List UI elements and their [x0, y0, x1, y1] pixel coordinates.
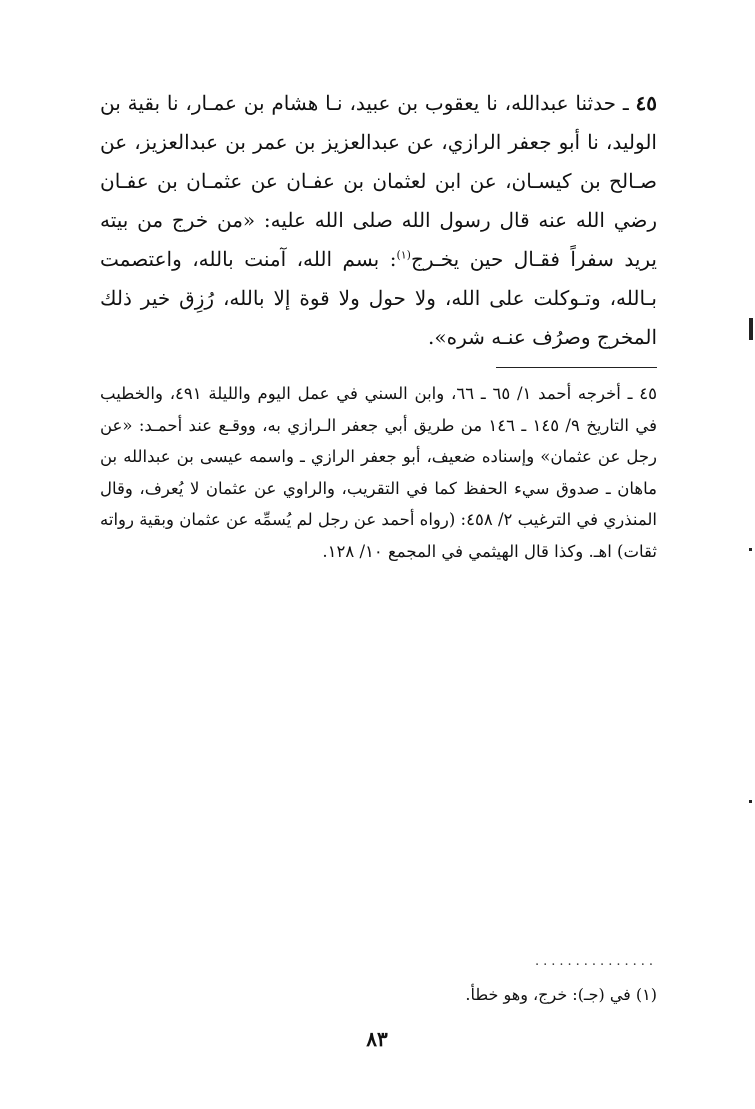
hadith-number: ٤٥ — [635, 91, 658, 115]
footnote-text: (١) في (جـ): خرج، وهو خطأ. — [465, 985, 657, 1004]
hadith-body: ـ حدثنا عبدالله، نا يعقوب بن عبيد، نـا هشام بن عمـار، نا بقية بن الوليد، نا أبو جعفر الرازي، عن عبدالعزيز بن عمر بن عبدالعزيز، عن صـالح بن كيسـان، عن ابن لعثمان بن عفـان عن عثمـان بن عفـان رضي الله عنه قال رسول الله صلى الله عليه: «من خرج من بيته يريد سفراً فقـال حين يخـرج — [100, 91, 657, 271]
footnote-divider — [496, 367, 657, 368]
page-number: ٨٣ — [366, 1027, 388, 1051]
takhrij-paragraph: ٤٥ ـ أخرجه أحمد ١/ ٦٥ ـ ٦٦، وابن السني في عمل اليوم والليلة ٤٩١، والخطيب في التاريخ ٩/ ١٤٥ ـ ١٤٦ من طريق أبي جعفر الـرازي به، ووقـع عند أحمـد: «عن رجل عن عثمان» وإسناده ضعيف، أبو جعفر الرازي ـ واسمه عيسى بن عبدالله بن ماهان ـ صدوق سيء الحفظ كما في التقريب، والراوي عن عثمان لا يُعرف، وقال المنذري في الترغيب ٢/ ٤٥٨: (رواه أحمد عن رجل لم يُسمِّه عن عثمان وبقية رواته ثقات) اهـ. وكذا قال الهيثمي في المجمع ١٠/ ١٢٨. — [100, 384, 657, 561]
footnote — [300, 982, 657, 1008]
takhrij-note — [100, 378, 657, 567]
margin-mark — [749, 318, 753, 340]
hadith-text — [100, 84, 657, 357]
hadith-body-continued: : بسم الله، آمنت بالله، واعتصمت بـالله، وتـوكلت على الله، ولا حول ولا قوة إلا بالله، رُزِق خير ذلك المخرج وصرُف عنـه شره». — [100, 247, 657, 349]
margin-mark — [749, 800, 752, 803]
footnote-marker[interactable]: (١) — [396, 248, 411, 262]
footnote-separator: ............... — [535, 955, 657, 969]
hadith-paragraph — [100, 84, 657, 357]
margin-mark — [749, 548, 752, 551]
